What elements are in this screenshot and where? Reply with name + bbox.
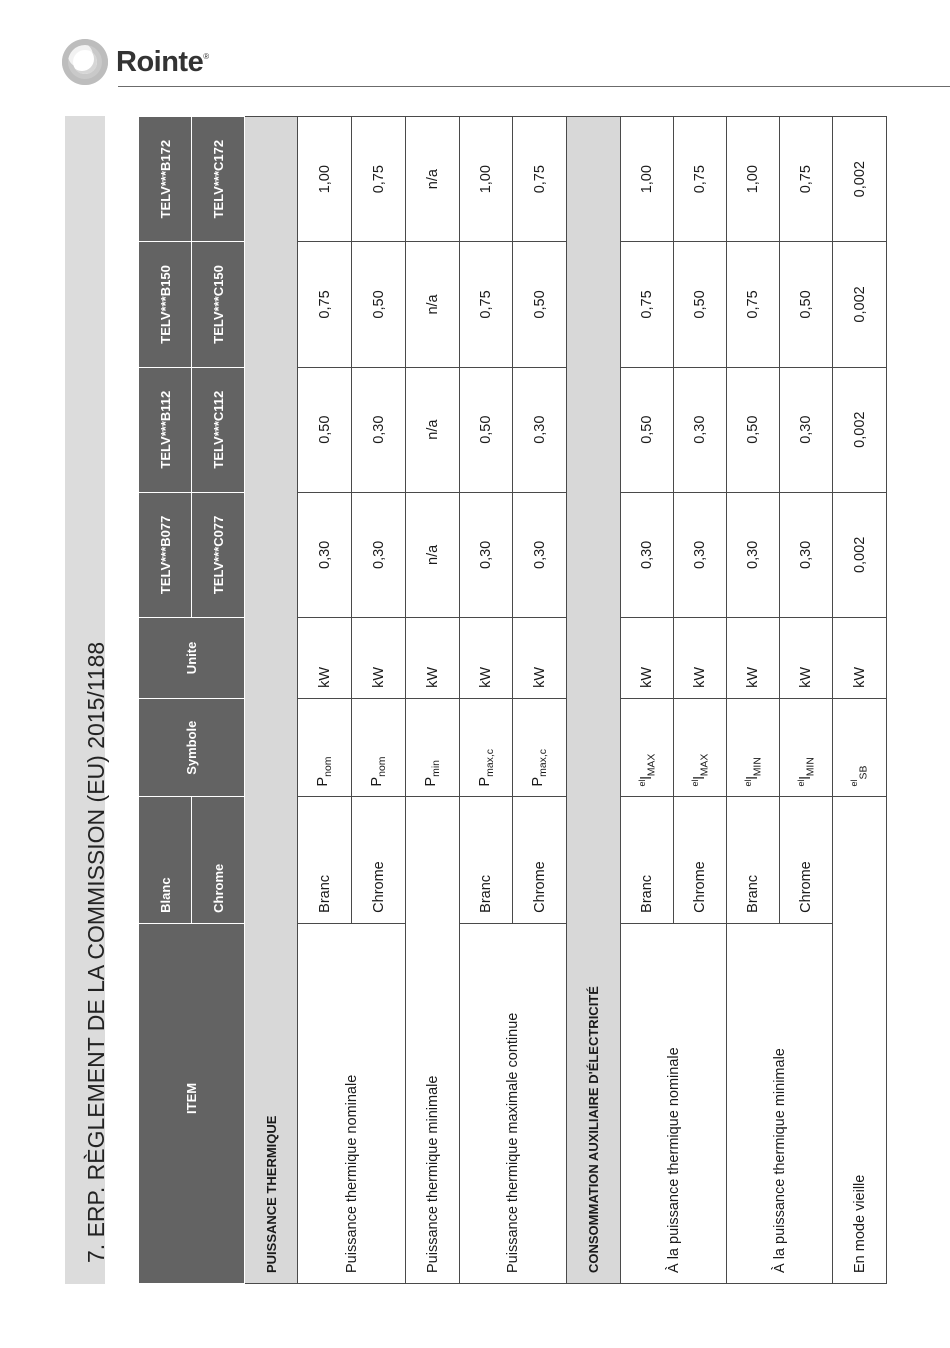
finish-cell: Chrome [780, 797, 833, 923]
row-label: Puissance thermique nominale [298, 923, 406, 1283]
table-row [406, 117, 460, 1284]
value-cell: 0,75 [727, 242, 780, 367]
symbol-cell: $^{el}l_{MAX}$ [674, 698, 727, 797]
value-cell: 0,75 [352, 117, 406, 242]
value-cell: 0,30 [780, 367, 833, 492]
row-label: À la puissance thermique minimale [727, 923, 833, 1283]
header-model-b077: TELV***B077 [139, 492, 192, 617]
brand-name: Rointe® [116, 45, 209, 78]
value-cell: 0,30 [352, 492, 406, 617]
value-cell: 0,30 [621, 492, 674, 617]
symbol-cell: $^{el}_{SB}$ [833, 698, 887, 797]
header-divider [118, 86, 950, 87]
rointe-logo-icon [62, 39, 108, 85]
value-cell: 0,75 [780, 117, 833, 242]
section-row [245, 117, 298, 1284]
value-cell: 0,50 [780, 242, 833, 367]
finish-cell: Chrome [513, 797, 567, 923]
header-model-c112: TELV***C112 [192, 367, 245, 492]
value-cell: 0,75 [460, 242, 513, 367]
value-cell: 0,50 [674, 242, 727, 367]
symbol-cell: $P_{nom}$ [352, 698, 406, 797]
header-model-c077: TELV***C077 [192, 492, 245, 617]
value-cell: 1,00 [621, 117, 674, 242]
unit-cell: kW [513, 617, 567, 698]
value-cell: 0,002 [833, 117, 887, 242]
value-cell: 0,30 [298, 492, 352, 617]
finish-cell: Chrome [674, 797, 727, 923]
value-cell: n/a [406, 242, 460, 367]
value-cell: 0,002 [833, 242, 887, 367]
unit-cell: kW [298, 617, 352, 698]
value-cell: 0,75 [513, 117, 567, 242]
symbol-cell: $^{el}l_{MIN}$ [780, 698, 833, 797]
header-finish-chrome: Chrome [192, 797, 245, 923]
header-model-c172: TELV***C172 [192, 117, 245, 242]
value-cell: 0,50 [298, 367, 352, 492]
unit-cell: kW [674, 617, 727, 698]
header-finish-blanc: Blanc [139, 797, 192, 923]
symbol-cell: $P_{max,c}$ [460, 698, 513, 797]
value-cell: 0,30 [513, 367, 567, 492]
header-unit: Unite [139, 617, 245, 698]
value-cell: 0,50 [727, 367, 780, 492]
header-model-b150: TELV***B150 [139, 242, 192, 367]
erp-table [138, 116, 887, 1284]
value-cell: 0,30 [780, 492, 833, 617]
table-row [833, 117, 887, 1284]
value-cell: 0,30 [674, 367, 727, 492]
section-title-consommation: CONSOMMATION AUXILIAIRE D'ÉLECTRICITÉ [567, 117, 621, 1284]
unit-cell: kW [406, 617, 460, 698]
value-cell: 0,75 [621, 242, 674, 367]
symbol-cell: $P_{nom}$ [298, 698, 352, 797]
value-cell: 0,30 [460, 492, 513, 617]
finish-cell: Chrome [352, 797, 406, 923]
value-cell: n/a [406, 117, 460, 242]
table-row [298, 117, 352, 1284]
unit-cell: kW [621, 617, 674, 698]
section-title: 7. ERP. RÈGLEMENT DE LA COMMISSION (EU) 2015/1188 [83, 641, 109, 1263]
header-item: ITEM [139, 923, 245, 1283]
section-row [567, 117, 621, 1284]
value-cell: 0,50 [460, 367, 513, 492]
symbol-cell: $P_{min}$ [406, 698, 460, 797]
header-symbol: Symbole [139, 698, 245, 797]
value-cell: 0,002 [833, 367, 887, 492]
finish-cell: Branc [727, 797, 780, 923]
header-model-b112: TELV***B112 [139, 367, 192, 492]
unit-cell: kW [833, 617, 887, 698]
unit-cell: kW [780, 617, 833, 698]
section-title-puissance: PUISSANCE THERMIQUE [245, 117, 298, 1284]
value-cell: 0,30 [352, 367, 406, 492]
value-cell: 0,002 [833, 492, 887, 617]
value-cell: 0,30 [727, 492, 780, 617]
value-cell: 1,00 [460, 117, 513, 242]
value-cell: 0,50 [621, 367, 674, 492]
brand-logo [62, 36, 209, 88]
row-label: À la puissance thermique nominale [621, 923, 727, 1283]
value-cell: 0,50 [513, 242, 567, 367]
value-cell: 1,00 [727, 117, 780, 242]
value-cell: n/a [406, 367, 460, 492]
unit-cell: kW [727, 617, 780, 698]
header-model-b172: TELV***B172 [139, 117, 192, 242]
row-label: Puissance thermique maximale continue [460, 923, 567, 1283]
table-row [621, 117, 674, 1284]
symbol-cell: $^{el}l_{MAX}$ [621, 698, 674, 797]
finish-cell: Branc [621, 797, 674, 923]
table-row [727, 117, 780, 1284]
symbol-cell: $P_{max,c}$ [513, 698, 567, 797]
header-model-c150: TELV***C150 [192, 242, 245, 367]
value-cell: 1,00 [298, 117, 352, 242]
finish-cell: Branc [460, 797, 513, 923]
value-cell: 0,75 [674, 117, 727, 242]
symbol-cell: $^{el}l_{MIN}$ [727, 698, 780, 797]
value-cell: 0,50 [352, 242, 406, 367]
value-cell: n/a [406, 492, 460, 617]
row-label: Puissance thermique minimale [406, 797, 460, 1284]
row-label: En mode vieille [833, 797, 887, 1284]
table-row [460, 117, 513, 1284]
erp-table-container [138, 116, 887, 1284]
value-cell: 0,30 [674, 492, 727, 617]
value-cell: 0,75 [298, 242, 352, 367]
value-cell: 0,30 [513, 492, 567, 617]
unit-cell: kW [352, 617, 406, 698]
unit-cell: kW [460, 617, 513, 698]
finish-cell: Branc [298, 797, 352, 923]
